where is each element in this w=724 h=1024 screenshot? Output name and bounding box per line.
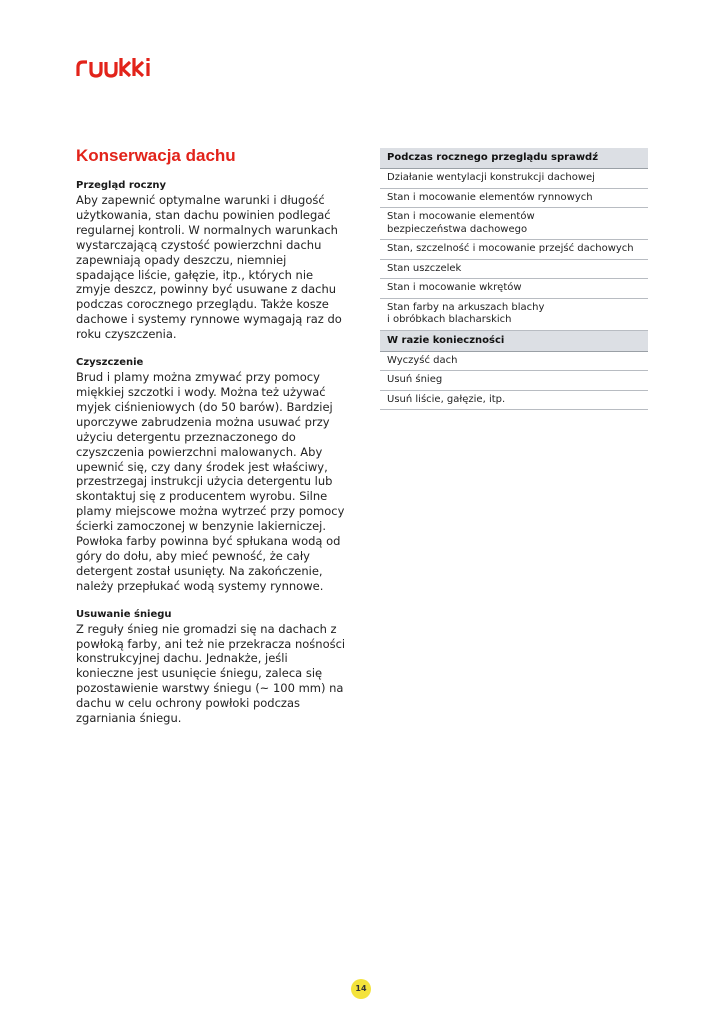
table-row: Stan i mocowanie elementów rynnowych <box>380 189 648 209</box>
ruukki-logo-mark <box>76 58 154 78</box>
table-row: Stan i mocowanie wkrętów <box>380 279 648 299</box>
table-row <box>380 208 648 240</box>
table-row: Usuń śnieg <box>380 371 648 391</box>
section-heading: Czyszczenie <box>76 357 144 369</box>
section-body: Z reguły śnieg nie gromadzi się na dachach z powłoką farby, ani też nie przekracza nośności konstrukcyjnej dachu. Jednakże, jeśli konieczne jest usunięcie śniegu, zaleca się pozostawienie warstwy śniegu (~ 100 mm) na dachu w celu ochrony powłoki podczas zgarniania śniegu. <box>76 621 346 726</box>
table-row: Stan uszczelek <box>380 260 648 280</box>
text-column <box>76 179 348 740</box>
table-row: Usuń liście, gałęzie, itp. <box>380 391 648 411</box>
table-row <box>380 299 648 331</box>
table-row: Działanie wentylacji konstrukcji dachowej <box>380 169 648 189</box>
table-row-line: Stan farby na arkuszach blachy <box>387 301 545 313</box>
table-row: Wyczyść dach <box>380 352 648 372</box>
section-heading: Usuwanie śniegu <box>76 608 172 620</box>
page-number: 14 <box>351 979 371 999</box>
section-annual-inspection <box>76 179 348 342</box>
table-header-annual: Podczas rocznego przeglądu sprawdź <box>380 148 648 169</box>
table-header-if-needed: W razie konieczności <box>380 331 648 352</box>
ruukki-logo <box>76 58 154 82</box>
checklist-table <box>380 148 648 410</box>
table-row-line: bezpieczeństwa dachowego <box>387 223 528 235</box>
table-row-line: i obróbkach blacharskich <box>387 314 512 325</box>
table-row-line: Stan i mocowanie elementów <box>387 211 535 222</box>
page-title: Konserwacja dachu <box>76 146 236 165</box>
section-heading: Przegląd roczny <box>76 180 167 191</box>
section-body: Aby zapewnić optymalne warunki i długość użytkowania, stan dachu powinien podlegać regularnej kontroli. W normalnych warunkach wystarczającą czystość powierzchni dachu zapewniają opady deszczu, niemniej spadające liście, gałęzie, itp., których nie zmyje deszcz, powinny być usuwane z dachu podczas corocznego przeglądu. Także kosze dachowe i systemy rynnowe wymagają raz do roku czyszczenia. <box>76 193 342 342</box>
section-body: Brud i plamy można zmywać przy pomocy miękkiej szczotki i wody. Można też używać myjek ciśnieniowych (do 50 barów). Bardziej uporczywe zabrudzenia można usuwać przy użyciu detergentu przeznaczonego do czyszczenia powierzchni malowanych. Aby upewnić się, czy dany środek jest właściwy, przestrzegaj instrukcji użycia detergentu lub skontaktuj się z producentem wyrobu. Silne plamy miejscowe można wytrzeć przy pomocy ścierki zamoczonej w benzynie lakierniczej. Powłoka farby powinna być spłukana wodą od góry do dołu, aby mieć pewność, że cały detergent został usunięty. Na zakończenie, należy przepłukać wodą systemy rynnowe. <box>76 370 345 593</box>
section-cleaning <box>76 356 348 594</box>
table-row: Stan, szczelność i mocowanie przejść dachowych <box>380 240 648 260</box>
section-snow-removal <box>76 608 348 726</box>
